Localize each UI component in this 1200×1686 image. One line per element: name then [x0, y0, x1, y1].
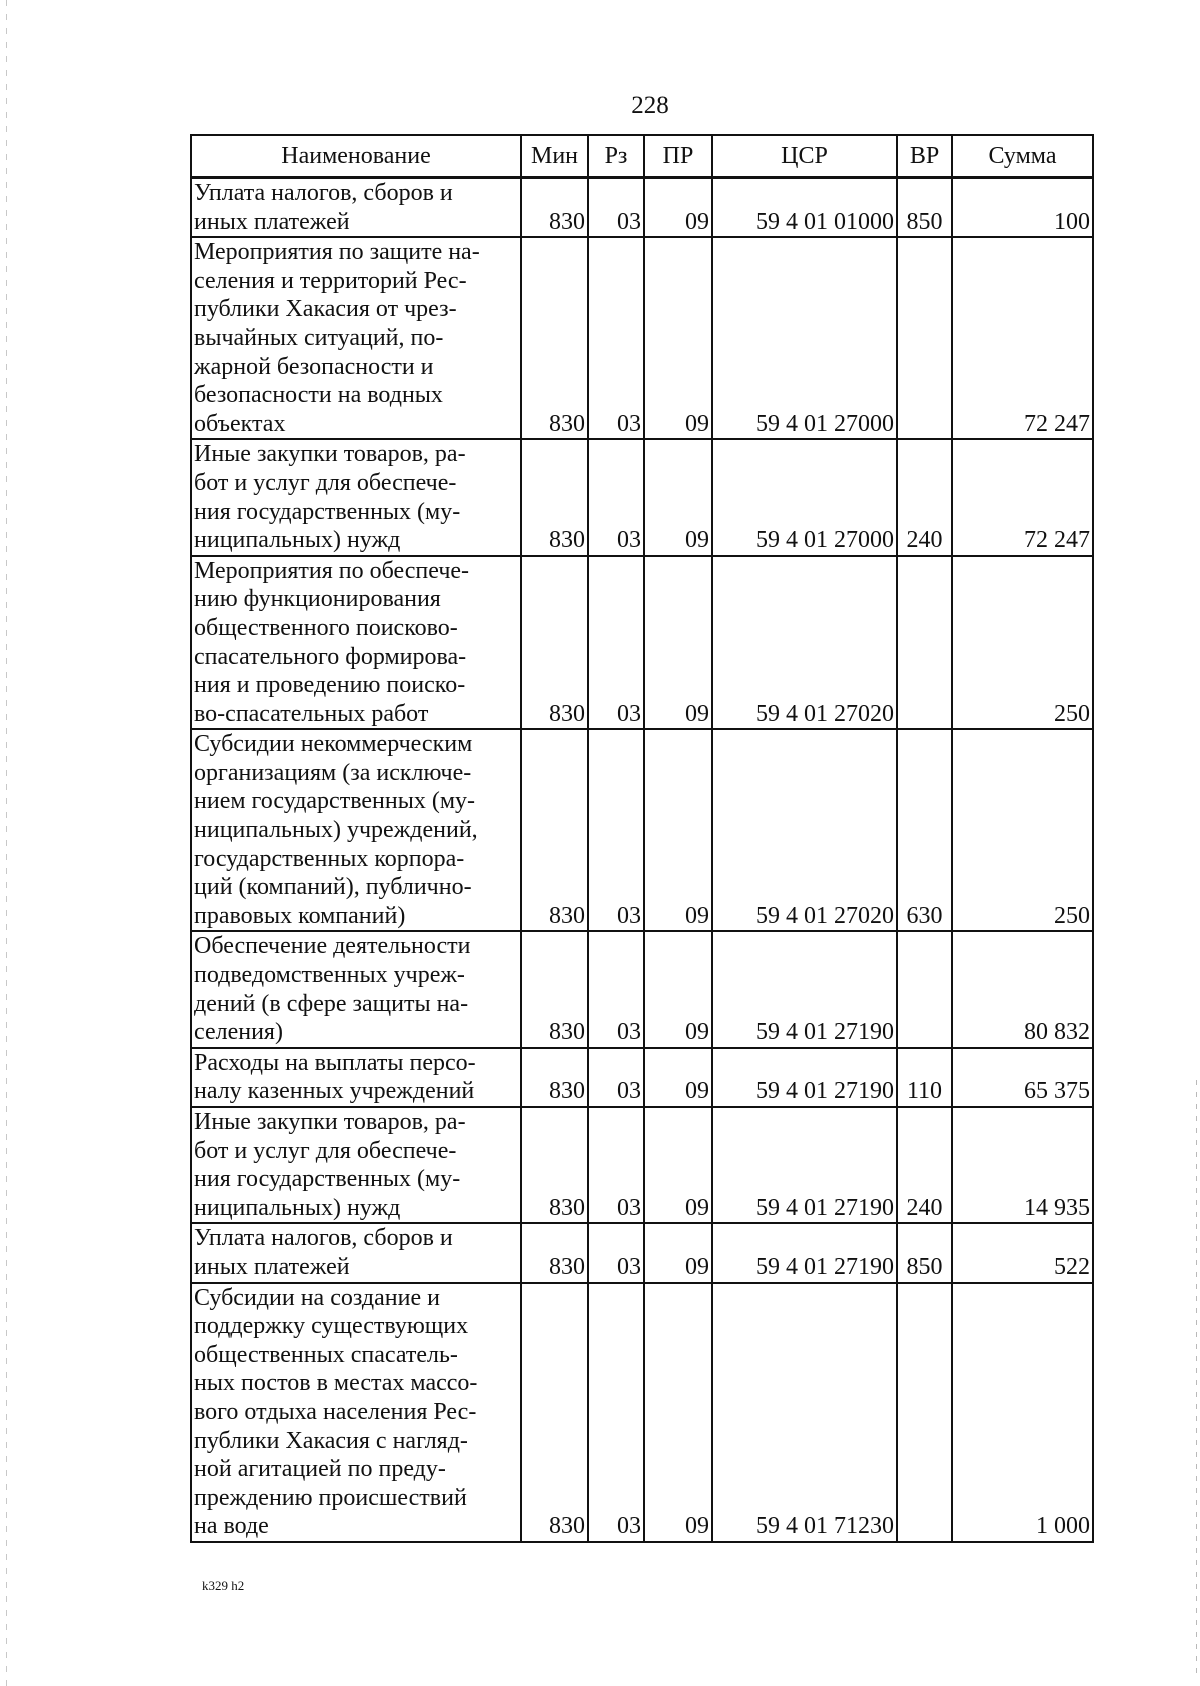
row-vr: 630 — [897, 729, 952, 931]
row-rz: 03 — [588, 1048, 644, 1107]
row-name-line: Мероприятия по обеспече- — [194, 557, 470, 584]
row-name-line: ниципальных) нужд — [194, 527, 401, 554]
row-min: 830 — [521, 1283, 588, 1542]
row-min: 830 — [521, 729, 588, 931]
row-min: 830 — [521, 237, 588, 439]
header-vr: ВР — [897, 135, 952, 178]
row-sum: 1 000 — [952, 1283, 1093, 1542]
row-name-line: Мероприятия по защите на- — [194, 239, 480, 266]
table-row — [191, 178, 1093, 238]
row-name-line: ния государственных (му- — [194, 1166, 461, 1193]
row-name — [191, 1283, 521, 1542]
row-name — [191, 729, 521, 931]
row-rz: 03 — [588, 729, 644, 931]
row-name-line: ниципальных) нужд — [194, 1194, 401, 1221]
row-name-line: общественного поисково- — [194, 614, 458, 641]
row-min: 830 — [521, 1223, 588, 1282]
row-csr: 59 4 01 27190 — [712, 1107, 897, 1223]
row-name — [191, 1107, 521, 1223]
header-row — [191, 135, 1093, 178]
row-rz: 03 — [588, 1223, 644, 1282]
table-header — [191, 135, 1093, 178]
row-name-line: преждению происшествий — [194, 1484, 467, 1511]
row-sum: 65 375 — [952, 1048, 1093, 1107]
row-name-line: организациям (за исключе- — [194, 759, 472, 786]
row-name — [191, 1223, 521, 1282]
table-row — [191, 1223, 1093, 1282]
row-name-line: спасательного формирова- — [194, 643, 467, 670]
row-csr: 59 4 01 01000 — [712, 178, 897, 238]
row-name-line: жарной безопасности и — [194, 353, 434, 380]
row-vr: 110 — [897, 1048, 952, 1107]
row-name-line: Расходы на выплаты персо- — [194, 1049, 476, 1076]
scan-edge-left — [6, 0, 7, 1686]
header-rz: Рз — [588, 135, 644, 178]
row-min: 830 — [521, 439, 588, 555]
row-name-line: подведомственных учреж- — [194, 962, 465, 989]
row-vr: 240 — [897, 1107, 952, 1223]
row-csr: 59 4 01 27190 — [712, 931, 897, 1047]
row-pr: 09 — [644, 729, 712, 931]
row-name-line: общественных спасатель- — [194, 1341, 458, 1368]
table-row — [191, 1107, 1093, 1223]
row-name-line: поддержку существующих — [194, 1313, 469, 1340]
row-pr: 09 — [644, 178, 712, 238]
row-min: 830 — [521, 1107, 588, 1223]
row-name-line: бот и услуг для обеспече- — [194, 1137, 457, 1164]
row-rz: 03 — [588, 1107, 644, 1223]
row-min: 830 — [521, 931, 588, 1047]
row-sum: 14 935 — [952, 1107, 1093, 1223]
row-pr: 09 — [644, 1107, 712, 1223]
row-rz: 03 — [588, 178, 644, 238]
row-pr: 09 — [644, 1048, 712, 1107]
row-name — [191, 556, 521, 730]
row-min: 830 — [521, 556, 588, 730]
row-rz: 03 — [588, 931, 644, 1047]
row-name-line: ций (компаний), публично- — [194, 874, 472, 901]
row-name-line: вычайных ситуаций, по- — [194, 324, 444, 351]
table-row — [191, 1048, 1093, 1107]
row-name-line: иных платежей — [194, 208, 350, 235]
row-rz: 03 — [588, 439, 644, 555]
row-vr: 240 — [897, 439, 952, 555]
row-name-line: бот и услуг для обеспече- — [194, 469, 457, 496]
table-row — [191, 439, 1093, 555]
row-name-line: Уплата налогов, сборов и — [194, 180, 453, 206]
row-vr — [897, 556, 952, 730]
row-csr: 59 4 01 71230 — [712, 1283, 897, 1542]
row-vr: 850 — [897, 178, 952, 238]
table-row — [191, 729, 1093, 931]
table-row — [191, 556, 1093, 730]
row-pr: 09 — [644, 931, 712, 1047]
row-name — [191, 931, 521, 1047]
row-csr: 59 4 01 27020 — [712, 556, 897, 730]
row-name-line: Обеспечение деятельности — [194, 933, 471, 960]
header-sum: Сумма — [952, 135, 1093, 178]
row-sum: 250 — [952, 729, 1093, 931]
row-name-line: Иные закупки товаров, ра- — [194, 441, 466, 468]
table-row — [191, 931, 1093, 1047]
page-number: 228 — [631, 92, 669, 119]
row-name-line: публики Хакасия с нагляд- — [194, 1427, 468, 1454]
row-name-line: безопасности на водных — [194, 382, 443, 409]
budget-table — [190, 134, 1094, 1543]
row-name-line: объектах — [194, 410, 286, 437]
table-row — [191, 237, 1093, 439]
row-name-line: Уплата налогов, сборов и — [194, 1225, 453, 1252]
row-name-line: налу казенных учреждений — [194, 1078, 475, 1105]
row-vr — [897, 1283, 952, 1542]
row-name — [191, 178, 521, 238]
footer-code: k329 h2 — [202, 1578, 245, 1593]
row-name-line: Субсидии на создание и — [194, 1284, 440, 1311]
scan-edge-right — [1196, 1080, 1197, 1680]
row-min: 830 — [521, 178, 588, 238]
row-name-line: селения) — [194, 1019, 283, 1046]
row-pr: 09 — [644, 1283, 712, 1542]
row-pr: 09 — [644, 1223, 712, 1282]
row-name-line: нию функционирования — [194, 586, 441, 613]
row-name-line: иных платежей — [194, 1253, 350, 1280]
table-body — [191, 178, 1093, 1542]
row-name-line: ния государственных (му- — [194, 498, 461, 525]
row-sum: 100 — [952, 178, 1093, 238]
row-sum: 80 832 — [952, 931, 1093, 1047]
row-csr: 59 4 01 27190 — [712, 1048, 897, 1107]
row-vr: 850 — [897, 1223, 952, 1282]
row-sum: 522 — [952, 1223, 1093, 1282]
row-csr: 59 4 01 27020 — [712, 729, 897, 931]
row-name — [191, 439, 521, 555]
row-name-line: публики Хакасия от чрез- — [194, 296, 457, 323]
row-name-line: во-спасательных работ — [194, 700, 429, 727]
header-min: Мин — [521, 135, 588, 178]
table-row — [191, 1283, 1093, 1542]
row-min: 830 — [521, 1048, 588, 1107]
row-name — [191, 1048, 521, 1107]
row-name-line: Субсидии некоммерческим — [194, 731, 473, 758]
row-name-line: государственных корпора- — [194, 845, 465, 872]
row-name-line: Иные закупки товаров, ра- — [194, 1109, 466, 1135]
row-sum: 250 — [952, 556, 1093, 730]
row-name-line: селения и территорий Рес- — [194, 267, 467, 294]
row-pr: 09 — [644, 237, 712, 439]
row-name-line: ной агитацией по преду- — [194, 1456, 446, 1483]
row-csr: 59 4 01 27000 — [712, 439, 897, 555]
row-sum: 72 247 — [952, 439, 1093, 555]
header-csr: ЦСР — [712, 135, 897, 178]
row-name-line: ниципальных) учреждений, — [194, 817, 478, 844]
row-rz: 03 — [588, 1283, 644, 1542]
row-csr: 59 4 01 27000 — [712, 237, 897, 439]
row-pr: 09 — [644, 439, 712, 555]
header-name: Наименование — [191, 135, 521, 178]
row-name — [191, 237, 521, 439]
row-name-line: на воде — [194, 1513, 269, 1540]
header-pr: ПР — [644, 135, 712, 178]
row-name-line: нием государственных (му- — [194, 788, 476, 815]
row-name-line: дений (в сфере защиты на- — [194, 990, 469, 1017]
row-pr: 09 — [644, 556, 712, 730]
row-rz: 03 — [588, 237, 644, 439]
row-vr — [897, 931, 952, 1047]
row-name-line: правовых компаний) — [194, 902, 406, 929]
row-csr: 59 4 01 27190 — [712, 1223, 897, 1282]
row-name-line: вого отдыха населения Рес- — [194, 1398, 477, 1425]
row-vr — [897, 237, 952, 439]
row-name-line: ных постов в местах массо- — [194, 1370, 478, 1397]
row-name-line: ния и проведению поиско- — [194, 672, 466, 699]
row-sum: 72 247 — [952, 237, 1093, 439]
row-rz: 03 — [588, 556, 644, 730]
